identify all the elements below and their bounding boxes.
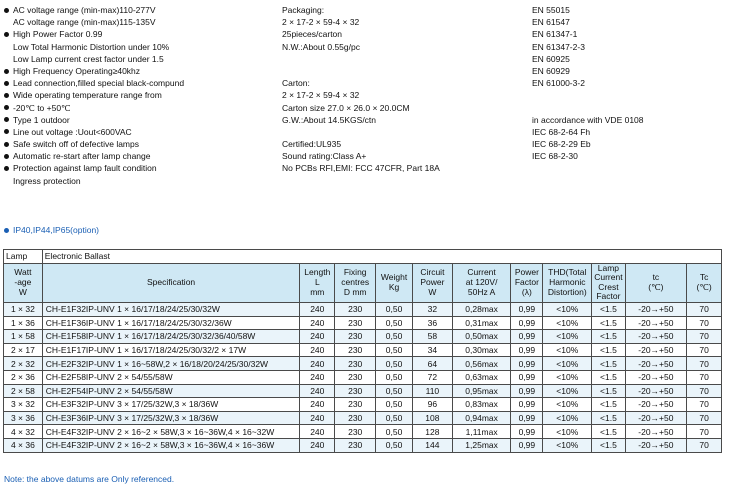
column-header-line: D mm xyxy=(343,286,367,297)
column-header-line: Harmonic xyxy=(549,276,586,287)
table-cell: 3 × 32 xyxy=(4,398,43,412)
bullet-icon xyxy=(4,8,9,13)
packaging-line xyxy=(282,65,440,77)
table-cell: 70 xyxy=(687,330,722,344)
table-cell: CH-E4F32IP-UNV 2 × 16~2 × 58W,3 × 16~36W,4 × 16~32W xyxy=(42,425,300,439)
standard-line xyxy=(532,102,644,114)
column-header xyxy=(511,263,543,302)
feature-text: Low Lamp current crest factor under 1.5 xyxy=(13,53,164,64)
feature-text: Low Total Harmonic Distortion under 10% xyxy=(13,41,170,52)
bullet-icon xyxy=(4,166,9,171)
packaging-line: G.W.:About 14.5KGS/ctn xyxy=(282,114,377,125)
feature-text: -20℃ to +50℃ xyxy=(13,102,71,113)
table-cell: <1.5 xyxy=(592,330,625,344)
packaging-line xyxy=(282,126,440,138)
column-header-line: L xyxy=(314,276,320,287)
table-row xyxy=(4,330,722,344)
bullet-icon xyxy=(4,228,9,233)
table-cell: 1 × 36 xyxy=(4,316,43,330)
table-cell: 0,99 xyxy=(511,438,543,452)
table-header-row xyxy=(4,263,722,302)
table-cell: CH-E1F58IP-UNV 1 × 16/17/18/24/25/30/32/36/40/58W xyxy=(42,330,300,344)
column-header xyxy=(335,263,376,302)
bullet-icon xyxy=(4,142,9,147)
column-header-line: centres xyxy=(341,276,370,287)
table-cell: 0,63max xyxy=(452,370,511,384)
table-cell: 70 xyxy=(687,316,722,330)
table-cell: 70 xyxy=(687,398,722,412)
column-header xyxy=(413,263,453,302)
table-cell: 230 xyxy=(335,302,376,316)
column-header-line: Power xyxy=(420,276,445,287)
column-header-line: (℃) xyxy=(696,281,712,292)
table-cell: 0,99 xyxy=(511,370,543,384)
table-row xyxy=(4,425,722,439)
column-header-line: Weight xyxy=(380,272,408,283)
table-cell: <1.5 xyxy=(592,316,625,330)
feature-item xyxy=(4,4,184,16)
table-cell: 1 × 58 xyxy=(4,330,43,344)
packaging-line: Sound rating:Class A+ xyxy=(282,151,367,162)
table-cell: CH-E3F32IP-UNV 3 × 17/25/32W,3 × 18/36W xyxy=(42,398,300,412)
table-cell: 3 × 36 xyxy=(4,411,43,425)
column-header xyxy=(452,263,511,302)
table-cell: CH-E1F32IP-UNV 1 × 16/17/18/24/25/30/32W xyxy=(42,302,300,316)
standard-line: IEC 68-2-29 Eb xyxy=(532,139,591,150)
packaging-info xyxy=(282,4,440,175)
table-cell: 58 xyxy=(413,330,453,344)
standard-line: in accordance with VDE 0108 xyxy=(532,114,644,125)
table-cell: <10% xyxy=(543,411,592,425)
packaging-line: 25pieces/carton xyxy=(282,29,343,40)
table-cell: -20→+50 xyxy=(625,316,687,330)
packaging-line: N.W.:About 0.55g/pc xyxy=(282,41,360,52)
feature-text: Lead connection,filled special black-compund xyxy=(13,78,185,89)
column-header-line: Watt xyxy=(14,267,32,278)
table-cell: <1.5 xyxy=(592,302,625,316)
table-cell: 32 xyxy=(413,302,453,316)
table-cell: -20→+50 xyxy=(625,411,687,425)
table-cell: <10% xyxy=(543,370,592,384)
column-header xyxy=(4,263,43,302)
table-cell: 70 xyxy=(687,384,722,398)
column-header-line: (λ) xyxy=(521,286,532,297)
bullet-icon xyxy=(4,32,9,37)
table-row xyxy=(4,343,722,357)
column-header-line: 50Hz A xyxy=(467,286,496,297)
table-cell: 2 × 36 xyxy=(4,370,43,384)
feature-item xyxy=(4,65,184,77)
table-cell: <1.5 xyxy=(592,398,625,412)
table-cell: <1.5 xyxy=(592,343,625,357)
table-cell: 2 × 17 xyxy=(4,343,43,357)
feature-text: Wide operating temperature range from xyxy=(13,90,162,101)
table-cell: 0,28max xyxy=(452,302,511,316)
table-cell: 2 × 32 xyxy=(4,357,43,371)
feature-text: Automatic re-start after lamp change xyxy=(13,151,151,162)
table-cell: 0,50 xyxy=(376,438,413,452)
table-cell: <10% xyxy=(543,316,592,330)
column-header-line: W xyxy=(18,286,27,297)
table-cell: 240 xyxy=(300,425,335,439)
column-header xyxy=(543,263,592,302)
column-header-line: Power xyxy=(514,267,539,278)
table-cell: 108 xyxy=(413,411,453,425)
column-header-line: Tc xyxy=(699,272,709,283)
ballast-spec-table xyxy=(3,249,722,453)
column-header-line: THD(Total xyxy=(548,267,587,278)
feature-text: Safe switch off of defective lamps xyxy=(13,139,139,150)
packaging-line: Certified:UL935 xyxy=(282,139,342,150)
table-cell: 0,83max xyxy=(452,398,511,412)
table-cell: 240 xyxy=(300,411,335,425)
table-cell: -20→+50 xyxy=(625,343,687,357)
bullet-icon xyxy=(4,105,9,110)
table-cell: <10% xyxy=(543,398,592,412)
table-row xyxy=(4,357,722,371)
feature-item xyxy=(4,28,184,40)
table-cell: 70 xyxy=(687,411,722,425)
table-cell: <10% xyxy=(543,384,592,398)
feature-list xyxy=(4,4,184,187)
table-cell: 0,50 xyxy=(376,357,413,371)
bullet-icon xyxy=(4,69,9,74)
column-header-line: Current xyxy=(467,267,496,278)
table-cell: 240 xyxy=(300,438,335,452)
table-row xyxy=(4,398,722,412)
feature-text: Ingress protection xyxy=(13,175,81,186)
table-cell: 230 xyxy=(335,343,376,357)
packaging-line: Carton size 27.0 × 26.0 × 20.0CM xyxy=(282,102,410,113)
table-cell: 0,99 xyxy=(511,330,543,344)
column-header-line: Fixing xyxy=(343,267,367,278)
column-header-line: Crest xyxy=(598,281,619,292)
packaging-line: 2 × 17-2 × 59-4 × 32 xyxy=(282,17,360,28)
table-cell: 0,99 xyxy=(511,384,543,398)
table-cell: 1,25max xyxy=(452,438,511,452)
table-cell: 2 × 58 xyxy=(4,384,43,398)
bullet-icon xyxy=(4,81,9,86)
table-cell: 0,50 xyxy=(376,370,413,384)
table-cell: 0,94max xyxy=(452,411,511,425)
table-cell: 0,50 xyxy=(376,316,413,330)
table-cell: 230 xyxy=(335,398,376,412)
table-cell: 0,50 xyxy=(376,411,413,425)
table-cell: 36 xyxy=(413,316,453,330)
packaging-line: 2 × 17-2 × 59-4 × 32 xyxy=(282,90,360,101)
table-cell: 0,31max xyxy=(452,316,511,330)
table-cell: 70 xyxy=(687,343,722,357)
column-header-line: mm xyxy=(310,286,325,297)
column-header-line: at 120V/ xyxy=(465,276,498,287)
table-cell: 0,50 xyxy=(376,302,413,316)
table-cell: 0,99 xyxy=(511,398,543,412)
column-header xyxy=(625,263,687,302)
table-cell: <1.5 xyxy=(592,411,625,425)
table-cell: 70 xyxy=(687,425,722,439)
standard-line: EN 61000-3-2 xyxy=(532,78,585,89)
table-cell: <10% xyxy=(543,343,592,357)
table-row xyxy=(4,316,722,330)
table-cell: 0,99 xyxy=(511,425,543,439)
column-header-line: (℃) xyxy=(648,281,664,292)
bullet-icon xyxy=(4,129,9,134)
packaging-line xyxy=(282,53,440,65)
table-cell: CH-E1F17IP-UNV 1 × 16/17/18/24/25/30/32/2 × 17W xyxy=(42,343,300,357)
packaging-line: Packaging: xyxy=(282,5,325,15)
feature-text: High Frequency Operating≥40khz xyxy=(13,65,141,76)
ingress-option xyxy=(4,225,99,235)
table-cell: 144 xyxy=(413,438,453,452)
table-cell: 70 xyxy=(687,438,722,452)
table-cell: 0,50 xyxy=(376,384,413,398)
table-cell: <10% xyxy=(543,438,592,452)
column-header-line: Lamp xyxy=(597,262,620,273)
table-cell: 240 xyxy=(300,398,335,412)
table-cell: 0,50 xyxy=(376,330,413,344)
table-cell: 0,56max xyxy=(452,357,511,371)
table-cell: 4 × 36 xyxy=(4,438,43,452)
feature-text: Type 1 outdoor xyxy=(13,114,70,125)
packaging-line: Carton: xyxy=(282,78,310,89)
standard-line: EN 55015 xyxy=(532,5,570,15)
table-cell: CH-E2F54IP-UNV 2 × 54/55/58W xyxy=(42,384,300,398)
table-row xyxy=(4,384,722,398)
feature-item xyxy=(4,102,184,114)
table-cell: 70 xyxy=(687,370,722,384)
column-header-line: Circuit xyxy=(420,267,445,278)
table-cell: 110 xyxy=(413,384,453,398)
table-cell: 230 xyxy=(335,330,376,344)
table-cell: CH-E4F32IP-UNV 2 × 16~2 × 58W,3 × 16~36W,4 × 16~36W xyxy=(42,438,300,452)
table-cell: 230 xyxy=(335,357,376,371)
column-header-line: Factor xyxy=(514,276,539,287)
table-cell: 230 xyxy=(335,411,376,425)
table-cell: 128 xyxy=(413,425,453,439)
table-cell: 4 × 32 xyxy=(4,425,43,439)
table-cell: 0,99 xyxy=(511,357,543,371)
standard-line: EN 61347-1 xyxy=(532,29,578,40)
table-cell: -20→+50 xyxy=(625,384,687,398)
feature-item xyxy=(4,114,184,126)
ballast-caption: Electronic Ballast xyxy=(42,250,721,264)
feature-text: High Power Factor 0.99 xyxy=(13,29,103,40)
table-cell: 240 xyxy=(300,330,335,344)
table-cell: 0,99 xyxy=(511,343,543,357)
table-cell: 230 xyxy=(335,438,376,452)
bullet-icon xyxy=(4,154,9,159)
table-cell: 96 xyxy=(413,398,453,412)
table-cell: 240 xyxy=(300,357,335,371)
column-header-line: Factor xyxy=(596,291,621,302)
table-cell: <10% xyxy=(543,357,592,371)
table-cell: -20→+50 xyxy=(625,438,687,452)
column-header-line: Current xyxy=(594,272,623,283)
column-header xyxy=(592,263,625,302)
feature-item xyxy=(4,162,184,174)
standard-line: EN 60925 xyxy=(532,53,570,64)
table-cell: 230 xyxy=(335,316,376,330)
table-cell: 72 xyxy=(413,370,453,384)
table-cell: 1,11max xyxy=(452,425,511,439)
table-cell: -20→+50 xyxy=(625,370,687,384)
table-cell: -20→+50 xyxy=(625,398,687,412)
column-header-line: Kg xyxy=(388,281,400,292)
table-row xyxy=(4,438,722,452)
table-row xyxy=(4,411,722,425)
table-cell: 1 × 32 xyxy=(4,302,43,316)
table-cell: <1.5 xyxy=(592,357,625,371)
standards-list xyxy=(532,4,644,162)
column-header-line: Specification xyxy=(146,276,196,287)
table-cell: <1.5 xyxy=(592,425,625,439)
column-header xyxy=(376,263,413,302)
table-cell: 0,50 xyxy=(376,343,413,357)
table-cell: CH-E3F36IP-UNV 3 × 17/25/32W,3 × 18/36W xyxy=(42,411,300,425)
table-cell: 0,50max xyxy=(452,330,511,344)
feature-item xyxy=(4,41,184,53)
table-cell: -20→+50 xyxy=(625,425,687,439)
feature-text: AC voltage range (min-max)110-277V xyxy=(13,5,156,15)
table-cell: -20→+50 xyxy=(625,330,687,344)
column-header xyxy=(300,263,335,302)
table-cell: 0,99 xyxy=(511,316,543,330)
feature-text: AC voltage range (min-max)115-135V xyxy=(13,17,156,28)
table-cell: CH-E1F36IP-UNV 1 × 16/17/18/24/25/30/32/36W xyxy=(42,316,300,330)
column-header-line: W xyxy=(428,286,437,297)
table-cell: <10% xyxy=(543,302,592,316)
table-cell: <1.5 xyxy=(592,384,625,398)
column-header-line: tc xyxy=(652,272,660,283)
table-cell: 34 xyxy=(413,343,453,357)
feature-item xyxy=(4,77,184,89)
table-cell: 0,50 xyxy=(376,425,413,439)
column-header xyxy=(687,263,722,302)
table-cell: <1.5 xyxy=(592,370,625,384)
standard-line: EN 61547 xyxy=(532,17,570,28)
column-header-line: -age xyxy=(14,276,32,287)
standard-line xyxy=(532,89,644,101)
feature-item xyxy=(4,16,184,28)
table-cell: 230 xyxy=(335,370,376,384)
feature-item xyxy=(4,138,184,150)
table-row xyxy=(4,302,722,316)
table-cell: <10% xyxy=(543,330,592,344)
table-cell: 240 xyxy=(300,370,335,384)
feature-item xyxy=(4,53,184,65)
table-cell: 230 xyxy=(335,425,376,439)
table-cell: 240 xyxy=(300,316,335,330)
table-cell: 0,99 xyxy=(511,302,543,316)
feature-text: Protection against lamp fault condition xyxy=(13,163,157,174)
standard-line: EN 60929 xyxy=(532,65,570,76)
table-cell: 70 xyxy=(687,357,722,371)
footnote: Note: the above datums are Only referenced. xyxy=(4,474,175,484)
standard-line: IEC 68-2-30 xyxy=(532,151,578,162)
table-cell: 70 xyxy=(687,302,722,316)
packaging-line: No PCBs RFI,EMI: FCC 47CFR, Part 18A xyxy=(282,163,440,174)
table-cell: 240 xyxy=(300,384,335,398)
standard-line: IEC 68-2-64 Fh xyxy=(532,126,591,137)
table-cell: CH-E2F32IP-UNV 1 × 16~58W,2 × 16/18/20/24/25/30/32W xyxy=(42,357,300,371)
table-cell: -20→+50 xyxy=(625,357,687,371)
feature-item xyxy=(4,89,184,101)
table-cell: 240 xyxy=(300,343,335,357)
feature-text: Line out voltage :Uout<600VAC xyxy=(13,126,132,137)
feature-item xyxy=(4,175,184,187)
bullet-icon xyxy=(4,93,9,98)
table-cell: <10% xyxy=(543,425,592,439)
table-cell: <1.5 xyxy=(592,438,625,452)
table-cell: CH-E2F58IP-UNV 2 × 54/55/58W xyxy=(42,370,300,384)
column-header-line: Distortion) xyxy=(547,286,587,297)
table-row xyxy=(4,370,722,384)
column-header-line: Length xyxy=(304,267,331,278)
table-cell: -20→+50 xyxy=(625,302,687,316)
table-cell: 0,50 xyxy=(376,398,413,412)
standard-line: EN 61347-2-3 xyxy=(532,41,585,52)
bullet-icon xyxy=(4,117,9,122)
feature-item xyxy=(4,126,184,138)
column-header xyxy=(42,263,300,302)
lamp-caption: Lamp xyxy=(4,250,43,264)
table-cell: 240 xyxy=(300,302,335,316)
table-cell: 64 xyxy=(413,357,453,371)
ingress-option-text: IP40,IP44,IP65(option) xyxy=(13,225,100,235)
table-cell: 0,30max xyxy=(452,343,511,357)
feature-item xyxy=(4,150,184,162)
table-cell: 230 xyxy=(335,384,376,398)
table-cell: 0,99 xyxy=(511,411,543,425)
table-cell: 0,95max xyxy=(452,384,511,398)
